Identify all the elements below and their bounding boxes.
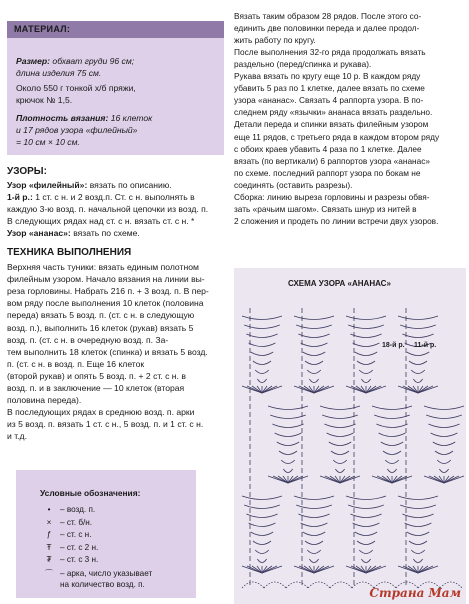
right-column-line: единить две половинки переда и далее продол- xyxy=(234,23,420,34)
legend-text: – арка, число указывает xyxy=(60,568,153,578)
material-title: МАТЕРИАЛ: xyxy=(14,24,71,34)
row1-line: 1-й р.: 1 ст. с н. и 2 возд.п. Ст. с н. выполнять в xyxy=(7,192,195,202)
length-line: длина изделия 75 см. xyxy=(16,68,102,78)
legend-row xyxy=(38,580,145,589)
technique-line: реза горловины. Набрать 216 п. + 3 возд. п. В пер- xyxy=(7,286,209,297)
technique-line: из 5 возд. п. вязать 1 ст. с н., 5 возд. п. и 1 ст. с н. xyxy=(7,419,204,430)
watermark: Страна Мам xyxy=(369,586,461,600)
chart-title: СХЕМА УЗОРА «АНАНАС» xyxy=(288,279,391,288)
legend-row xyxy=(38,555,98,564)
right-column-line: следнем ряду «язычки» ананаса вязать раздельно. xyxy=(234,107,433,118)
row1-line2: каждую 3-ю возд. п. начальной цепочки из возд. п. xyxy=(7,204,209,214)
technique-line: и т.д. xyxy=(7,431,27,442)
legend-text: – ст. с н. xyxy=(60,530,92,539)
legend-title: Условные обозначения: xyxy=(40,488,141,498)
row-label-18: 18-й р. xyxy=(382,342,405,349)
legend-text: – ст. с 3 н. xyxy=(60,555,99,564)
density-line3: = 10 см × 10 см. xyxy=(16,137,80,147)
right-column-line: Вязать таким образом 28 рядов. После этого со- xyxy=(234,11,422,21)
legend-symbol-icon: Ŧ xyxy=(46,542,52,552)
right-column-line: с обоих краев убавить 4 раза по 1 клетке. Далее xyxy=(234,143,422,154)
legend-row xyxy=(38,530,91,539)
technique-line: В последующих рядах в среднюю возд. п. арки xyxy=(7,407,195,418)
legend-row xyxy=(38,505,95,514)
technique-line: (второй рукав) и опять 5 возд. п. + 2 ст. с н. в xyxy=(7,370,186,381)
patterns-title: УЗОРЫ: xyxy=(7,166,47,177)
yarn-line1: Около 550 г тонкой х/б пряжи, xyxy=(16,83,136,93)
legend-symbol-icon: ƒ xyxy=(46,530,52,539)
legend-row xyxy=(38,518,92,527)
technique-line: филейным узором. Начало вязания на линии вы- xyxy=(7,274,205,285)
technique-line: вом ряду после выполнения 10 клеток (половина xyxy=(7,298,204,309)
legend-row xyxy=(38,568,152,579)
legend-text: на количество возд. п. xyxy=(60,580,145,589)
legend-row xyxy=(38,543,98,552)
legend-symbol-icon: × xyxy=(46,517,52,527)
row1-line3: В следующих рядах над ст. с н. вязать ст. с н. * xyxy=(7,216,195,226)
technique-line: возд. п. (ст. с н. в очередную возд. п. За- xyxy=(7,334,169,345)
row-label-11: 11-й р. xyxy=(414,342,437,349)
density-line2: и 17 рядов узора «филейный» xyxy=(16,125,138,135)
right-column-line: жить работу по кругу. xyxy=(234,35,316,46)
right-column-line: еще 11 рядов, с третьего ряда в каждом втором ряду xyxy=(234,131,440,142)
technique-line: п. (ст. с н. в возд. п. Еще 16 клеток xyxy=(7,358,145,369)
legend-symbol-icon: ₮ xyxy=(46,555,52,564)
size-line: Размер: обхват груди 96 см; xyxy=(16,56,135,66)
right-column-line: соединять (оставить разрезы). xyxy=(234,179,353,190)
technique-line: возд. п. и в заключение — 10 клеток (вторая xyxy=(7,383,185,393)
right-column-line: Рукава вязать по кругу еще 10 р. В каждом ряду xyxy=(234,71,421,82)
right-column-line: вязать (по вертикали) 6 раппортов узора «ананас» xyxy=(234,155,431,166)
right-column-line: зать «рачьим шагом». Связать шнур из нитей в xyxy=(234,203,417,214)
right-column-line: Сборка: линию выреза горловины и разрезы обвя- xyxy=(234,191,430,202)
technique-line: Верхняя часть туники: вязать единым полотном xyxy=(7,262,199,272)
technique-line: возд. п.), выполнить 16 клеток (рукав) вязать 5 xyxy=(7,322,194,333)
right-column-line: раздельно (перед/спинка и рукава). xyxy=(234,59,372,70)
legend-symbol-icon: ⌒ xyxy=(44,568,54,578)
filet-line: Узор «филейный»: вязать по описанию. xyxy=(7,180,172,190)
right-column-line: узора «ананас». Связать 4 раппорта узора. В по- xyxy=(234,95,424,106)
technique-line: половина переда). xyxy=(7,395,82,406)
right-column-line: Детали переда и спинки вязать филейным узором xyxy=(234,119,429,130)
pineapple-line: Узор «ананас»: вязать по схеме. xyxy=(7,228,140,238)
technique-title: ТЕХНИКА ВЫПОЛНЕНИЯ xyxy=(7,247,132,258)
right-column-line: по схеме. последний раппорт узора по бокам не xyxy=(234,167,421,178)
right-column-line: 2 сложения и продеть по линии встречи двух узоров. xyxy=(234,215,439,226)
legend-text: – ст. б/н. xyxy=(60,517,93,527)
legend-text: – возд. п. xyxy=(60,505,96,514)
legend-symbol-icon: • xyxy=(47,505,51,514)
density-line: Плотность вязания: 16 клеток xyxy=(16,113,153,123)
technique-line: переда) вязать 5 возд. п. (ст. с н. в следующую xyxy=(7,310,195,321)
right-column-line: убавить 5 раз по 1 клетке, далее вязать по схеме xyxy=(234,83,425,94)
right-column-line: После выполнения 32-го ряда продолжать вязать xyxy=(234,47,426,58)
yarn-line2: крючок № 1,5. xyxy=(16,95,73,105)
pineapple-chart-diagram xyxy=(234,288,466,598)
legend-text: – ст. с 2 н. xyxy=(60,542,99,552)
technique-line: тем выполнить 18 клеток (спинка) и вязать 5 возд. xyxy=(7,346,208,357)
